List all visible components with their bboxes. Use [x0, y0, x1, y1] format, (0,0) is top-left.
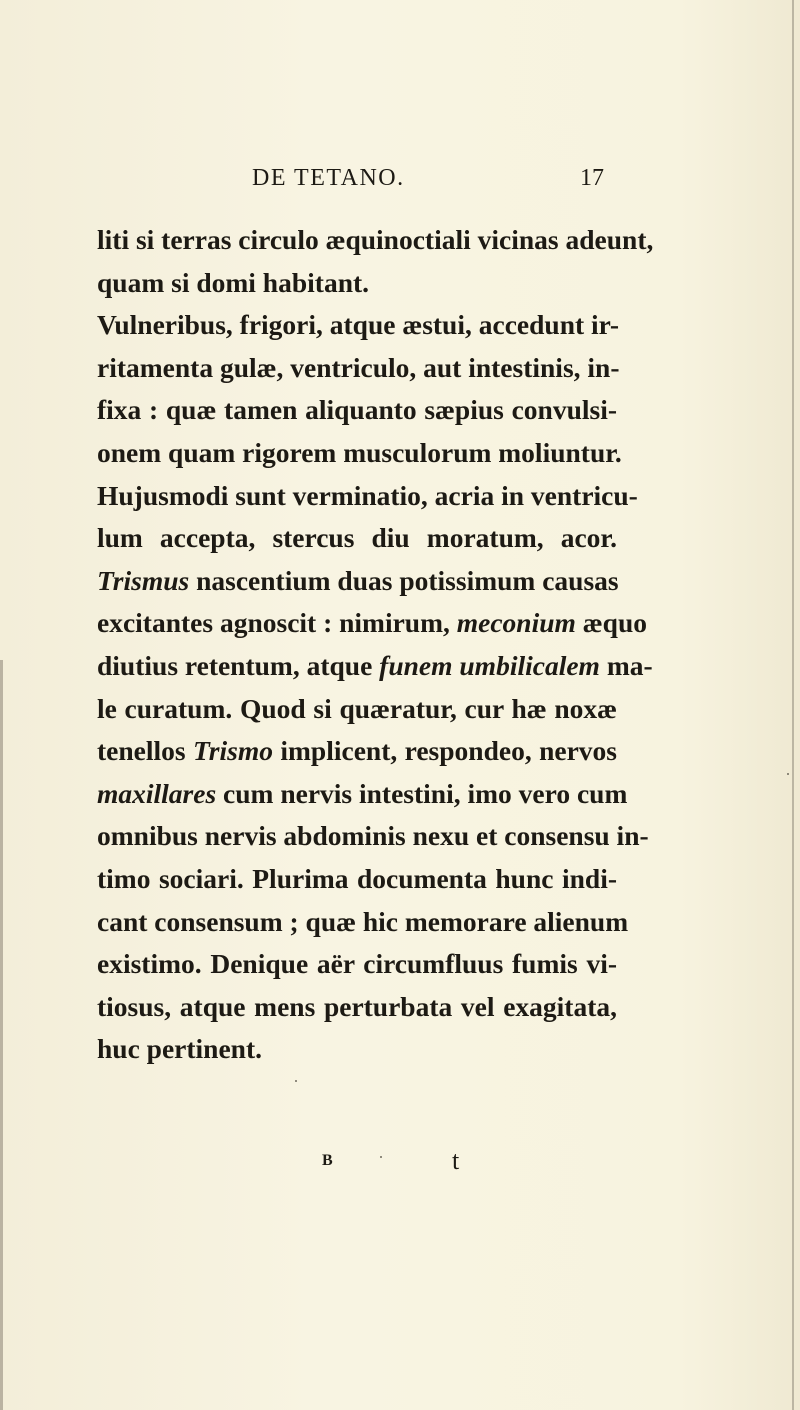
text-line — [97, 389, 617, 432]
text-line — [97, 858, 617, 901]
text-line — [97, 901, 629, 944]
text-line — [97, 347, 620, 390]
text-line — [97, 560, 617, 603]
page-left-edge-shadow — [0, 660, 3, 1410]
paper-speck — [295, 1080, 297, 1082]
page-footer — [0, 1146, 800, 1176]
page-right-edge-shadow — [792, 0, 794, 1410]
paper-speck — [380, 1156, 382, 1158]
text-run: implicent, respondeo, nervos — [272, 735, 617, 767]
text-line — [97, 645, 653, 688]
italic-term: Trismo — [193, 735, 273, 767]
text-run: tenellos — [97, 735, 193, 767]
text-run: liti si terras circulo æquinoctiali vicinas adeunt, — [97, 224, 654, 255]
text-line — [97, 304, 620, 347]
text-run: omnibus nervis abdominis nexu et consensu in- — [97, 820, 649, 852]
italic-term: maxillares — [97, 777, 217, 809]
text-run: le curatum. Quod si quæratur, cur hæ noxæ — [97, 692, 617, 724]
text-run: ma- — [599, 649, 653, 681]
catchword: t — [452, 1146, 460, 1175]
text-line — [97, 262, 617, 305]
paper-speck — [787, 773, 789, 775]
text-run: quam si domi habitant. — [97, 266, 370, 298]
text-run: timo sociari. Plurima documenta hunc indi- — [97, 862, 617, 894]
text-run: fixa : quæ tamen aliquanto sæpius convulsi- — [97, 394, 617, 426]
text-line — [97, 432, 622, 475]
text-run: diutius retentum, atque — [97, 649, 380, 681]
text-line — [97, 602, 647, 645]
italic-term: Trismus — [97, 564, 190, 596]
text-line — [97, 475, 638, 518]
text-run: ritamenta gulæ, ventriculo, aut intestinis, in- — [97, 351, 620, 383]
page-header — [0, 160, 800, 196]
text-run: cant consensum ; quæ hic memorare alienum — [97, 905, 629, 937]
text-line — [97, 730, 617, 773]
signature-mark: B — [322, 1152, 333, 1169]
text-run: Hujusmodi sunt verminatio, acria in ventricu- — [97, 479, 638, 511]
text-run: nascentium duas potissimum causas — [189, 564, 619, 596]
text-line — [97, 773, 628, 816]
body-text — [97, 219, 654, 1071]
text-line — [97, 986, 617, 1029]
text-line — [97, 517, 617, 560]
running-head: DE TETANO. — [252, 165, 405, 191]
text-run: tiosus, atque mens perturbata vel exagitata, — [97, 990, 617, 1022]
italic-term: meconium — [456, 607, 576, 639]
text-line — [97, 1028, 617, 1071]
text-run: cum nervis intestini, imo vero cum — [216, 777, 628, 809]
text-run: existimo. Denique aër circumfluus fumis vi- — [97, 948, 617, 980]
page-number: 17 — [580, 165, 604, 191]
text-line — [97, 815, 649, 858]
text-run: æquo — [575, 607, 647, 639]
text-run: huc pertinent. — [97, 1033, 262, 1065]
text-run: Vulneribus, frigori, atque æstui, accedunt ir- — [97, 309, 620, 341]
text-line — [97, 219, 654, 262]
text-line — [97, 688, 617, 731]
text-run: excitantes agnoscit : nimirum, — [97, 607, 457, 639]
text-run: onem quam rigorem musculorum moliuntur. — [97, 436, 622, 468]
italic-term: funem umbilicalem — [379, 649, 600, 681]
text-line — [97, 943, 617, 986]
text-run: lum accepta, stercus diu moratum, acor. — [97, 522, 617, 554]
